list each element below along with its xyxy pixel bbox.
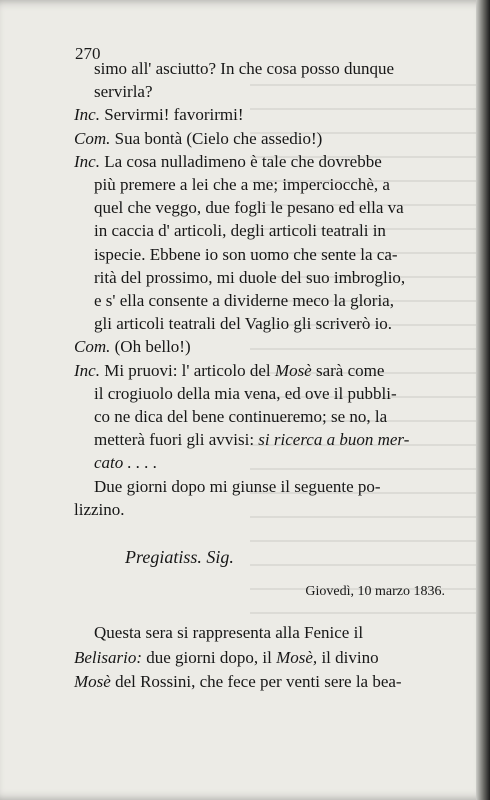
text-line [74, 335, 449, 358]
text-line [74, 382, 449, 405]
line-text: Mi pruovi: l' articolo del [104, 360, 275, 380]
line-text: Sua bontà (Cielo che assedio!) [114, 128, 323, 148]
line-text: in caccia d' articoli, degli articoli teatrali in [94, 221, 386, 241]
line-text: Due giorni dopo mi giunse il seguente po- [94, 476, 381, 496]
line-text: il crogiuolo della mia vena, ed ove il pubbli- [94, 383, 397, 403]
italic-text: Mosè [274, 360, 312, 380]
text-line [74, 243, 449, 266]
speaker-label: Inc. [74, 105, 100, 125]
letter-salutation: Pregiatiss. Sig. [125, 547, 234, 567]
line-text: gli articoli teatrali del Vaglio gli scriverò io. [94, 314, 393, 334]
line-text: più premere a lei che a me; imperciocchè, a [94, 175, 390, 195]
line-text: due giorni dopo, il [142, 647, 277, 667]
text-line [74, 196, 449, 219]
line-text: metterà fuori gli avvisi: [94, 430, 259, 450]
text-line [74, 475, 449, 498]
speaker-label: Inc. [74, 151, 100, 171]
text-line [74, 150, 449, 173]
text-line [74, 57, 449, 80]
text-line [74, 621, 449, 646]
line-text: lizzino. [74, 499, 125, 519]
line-text: rità del prossimo, mi duole del suo imbroglio, [94, 267, 406, 287]
text-line [74, 103, 449, 126]
text-line [74, 219, 449, 242]
text-line [74, 670, 449, 695]
italic-text: Mosè [74, 672, 111, 691]
text-line [74, 289, 449, 312]
speaker-label: Inc. [74, 360, 100, 380]
italic-text: Belisario: [74, 647, 142, 667]
line-text: sarà come [311, 360, 385, 380]
speaker-label: Com. [74, 337, 111, 357]
text-line [74, 646, 449, 671]
italic-text: si ricerca a buon mer- [258, 430, 410, 450]
line-text: quel che veggo, due fogli le pesano ed ella va [94, 198, 404, 218]
line-text: Servirmi! favorirmi! [104, 105, 244, 125]
italic-text: cato . . . . [94, 453, 158, 473]
line-text: del Rossini, che fece per venti sere la bea- [110, 672, 402, 691]
text-line [74, 359, 449, 382]
text-line [74, 405, 449, 428]
text-line [74, 266, 449, 289]
italic-text: Mosè, [276, 647, 318, 667]
text-line [74, 173, 449, 196]
line-text: servirla? [94, 82, 153, 102]
text-line [74, 451, 449, 474]
line-text: ispecie. Ebbene io son uomo che sente la ca- [94, 244, 398, 264]
letter-date: Giovedì, 10 marzo 1836. [305, 584, 445, 599]
line-text: e s' ella consente a dividerne meco la gloria, [94, 291, 394, 311]
line-text: simo all' asciutto? In che cosa posso dunque [94, 59, 395, 78]
line-text: Questa sera si rappresenta alla Fenice il [94, 623, 364, 642]
text-line [74, 312, 449, 335]
line-text: il divino [317, 647, 379, 667]
page-spine-shadow [476, 0, 490, 800]
text-line [74, 80, 449, 103]
dialogue-text [74, 57, 449, 521]
text-line [74, 127, 449, 150]
page-number: 270 [75, 44, 101, 63]
text-line [74, 498, 449, 521]
line-text: co ne dica del bene continueremo; se no, la [94, 407, 388, 427]
line-text: (Oh bello!) [114, 337, 191, 357]
text-line [74, 428, 449, 451]
line-text: La cosa nulladimeno è tale che dovrebbe [104, 151, 382, 171]
speaker-label: Com. [74, 128, 111, 148]
letter-body [74, 621, 449, 695]
